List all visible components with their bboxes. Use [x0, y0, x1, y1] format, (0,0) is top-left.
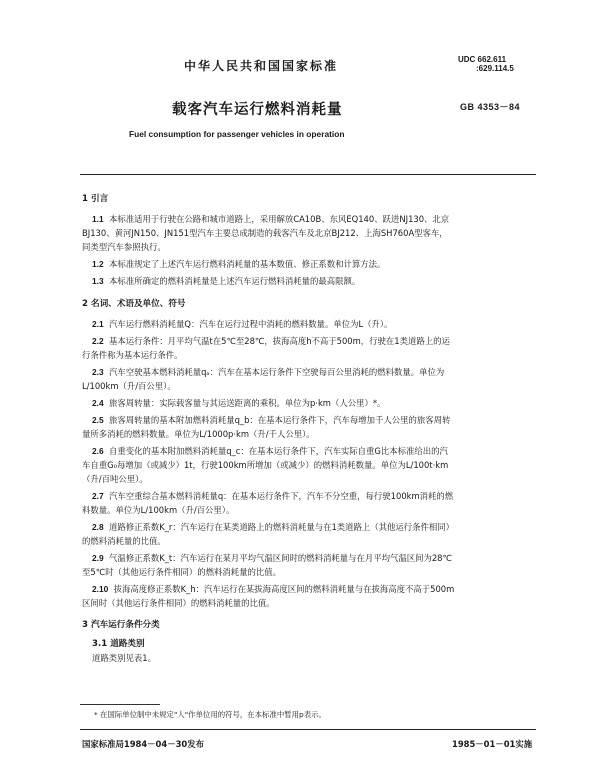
- paragraph-line: 汽车空重综合基本燃料消耗量q：在基本运行条件下，汽车不分空重，每行驶100km消耗的燃: [108, 491, 454, 501]
- paragraph-number: 2.7: [92, 491, 104, 501]
- paragraph-line: BJ130、黄河JN150、JN151型汽车主要总成制造的载客汽车及北京BJ212、上海SH760A型客车，: [82, 228, 448, 238]
- paragraph-line: 旅客周转量：实际载客量与其运送距离的乘积。单位为p·km（人公里）*。: [108, 398, 386, 408]
- paragraph-line: 汽车运行燃料消耗量Q：汽车在运行过程中消耗的燃料数量。单位为L（升）。: [108, 319, 393, 329]
- footer-divider: [80, 729, 536, 730]
- paragraph-number: 1.3: [92, 276, 104, 286]
- paragraph-number: 2.9: [92, 553, 104, 563]
- paragraph-line: 的燃料消耗量的比值。: [82, 536, 166, 546]
- udc-line-2: :629.114.5: [476, 64, 514, 73]
- paragraph-number: 2.3: [92, 367, 104, 377]
- paragraph-line: 车自重G₀每增加（或减少）1t，行驶100km所增加（或减少）的燃料消耗数量。单位为L/100t·km: [82, 460, 449, 470]
- subsection-3-1-heading: 3.1 道路类别: [92, 639, 145, 649]
- paragraph-2-7: [92, 490, 453, 502]
- paragraph-line: 量所多消耗的燃料数量。单位为L/1000p·km（升/千人公里）。: [82, 429, 315, 439]
- paragraph-1-3: [92, 275, 360, 287]
- paragraph-number: 2.8: [92, 522, 104, 532]
- subsection-3-1-text: 道路类别见表1。: [92, 653, 156, 663]
- paragraph-number: 1.2: [92, 259, 104, 269]
- paragraph-number: 2.10: [92, 584, 109, 594]
- paragraph-line: L/100km（升/百公里）。: [82, 381, 176, 391]
- paragraph-line: 至5℃时（其他运行条件相同）的燃料消耗量的比值。: [82, 567, 281, 577]
- paragraph-number: 1.1: [92, 214, 104, 224]
- paragraph-line: 料数量。单位为L/100km（升/百公里）。: [82, 505, 235, 515]
- paragraph-2-1: [92, 318, 392, 330]
- paragraph-line: 旅客周转量的基本附加燃料消耗量q_b：在基本运行条件下，汽车每增加千人公里的旅客周转: [108, 415, 451, 425]
- paragraph-line: （升/百吨公里）。: [82, 474, 148, 484]
- paragraph-2-9: [92, 552, 452, 564]
- paragraph-number: 2.5: [92, 415, 104, 425]
- paragraph-2-10: [92, 583, 454, 595]
- paragraph-number: 2.4: [92, 398, 104, 408]
- section-2-heading: 2 名词、术语及单位、符号: [82, 299, 186, 309]
- paragraph-line: 本标准适用于行驶在公路和城市道路上，采用解放CA10B、东风EQ140、跃进NJ130、北京: [108, 214, 450, 224]
- issue-date: 国家标准局1984－04－30发布: [82, 739, 204, 749]
- paragraph-line: 自重变化的基本附加燃料消耗量q_c：在基本运行条件下，汽车实际自重G比本标准给出的汽: [108, 446, 448, 456]
- paragraph-number: 2.2: [92, 336, 104, 346]
- footnote-divider: [80, 704, 160, 705]
- effective-date: 1985－01－01实施: [452, 739, 533, 749]
- issuer-heading: 中华人民共和国国家标准: [184, 59, 339, 73]
- paragraph-line: 汽车空驶基本燃料消耗量qₐ：汽车在基本运行条件下空驶每百公里消耗的燃料数量。单位为: [108, 367, 445, 377]
- section-3-heading: 3 汽车运行条件分类: [82, 620, 160, 630]
- udc-line-1: UDC 662.611: [458, 55, 507, 64]
- paragraph-line: 区间时（其他运行条件相同）的燃料消耗量的比值。: [82, 598, 275, 608]
- paragraph-2-3: [92, 366, 444, 378]
- paragraph-2-5: [92, 414, 450, 426]
- paragraph-line: 同类型汽车参照执行。: [82, 242, 166, 252]
- paragraph-line: 拔海高度修正系数K_h：汽车运行在某拔海高度区间的燃料消耗量与在拔海高度不高于500m: [113, 584, 455, 594]
- paragraph-line: 本标准所确定的燃料消耗量是上述汽车运行燃料消耗量的最高限额。: [108, 276, 361, 286]
- header-divider: [80, 174, 536, 175]
- paragraph-2-2: [92, 335, 450, 347]
- footnote: * 在国际单位制中未规定"人"作单位用的符号，在本标准中暂用p表示。: [94, 710, 326, 719]
- document-title: 载客汽车运行燃料消耗量: [172, 102, 343, 118]
- paragraph-number: 2.6: [92, 446, 104, 456]
- paragraph-number: 2.1: [92, 319, 104, 329]
- paragraph-line: 本标准规定了上述汽车运行燃料消耗量的基本数值、修正系数和计算方法。: [108, 259, 386, 269]
- paragraph-2-6: [92, 445, 448, 457]
- paragraph-2-8: [92, 521, 454, 533]
- paragraph-1-2: [92, 258, 385, 270]
- paragraph-1-1: [92, 213, 449, 225]
- paragraph-line: 行条件称为基本运行条件。: [82, 350, 183, 360]
- section-1-heading: 1 引言: [82, 194, 109, 204]
- document-title-english: Fuel consumption for passenger vehicles in operation: [129, 129, 345, 139]
- udc-code: [458, 55, 514, 73]
- paragraph-line: 道路修正系数K_r：汽车运行在某类道路上的燃料消耗量与在1类道路上（其他运行条件相同）: [108, 522, 455, 532]
- paragraph-line: 基本运行条件：月平均气温t在5℃至28℃，拔海高度h不高于500m，行驶在1类道路上的运: [108, 336, 450, 346]
- gb-standard-code: GB 4353－84: [460, 102, 521, 112]
- paragraph-line: 气温修正系数K_t：汽车运行在某月平均气温区间时的燃料消耗量与在月平均气温区间为28℃: [108, 553, 452, 563]
- paragraph-2-4: [92, 397, 385, 409]
